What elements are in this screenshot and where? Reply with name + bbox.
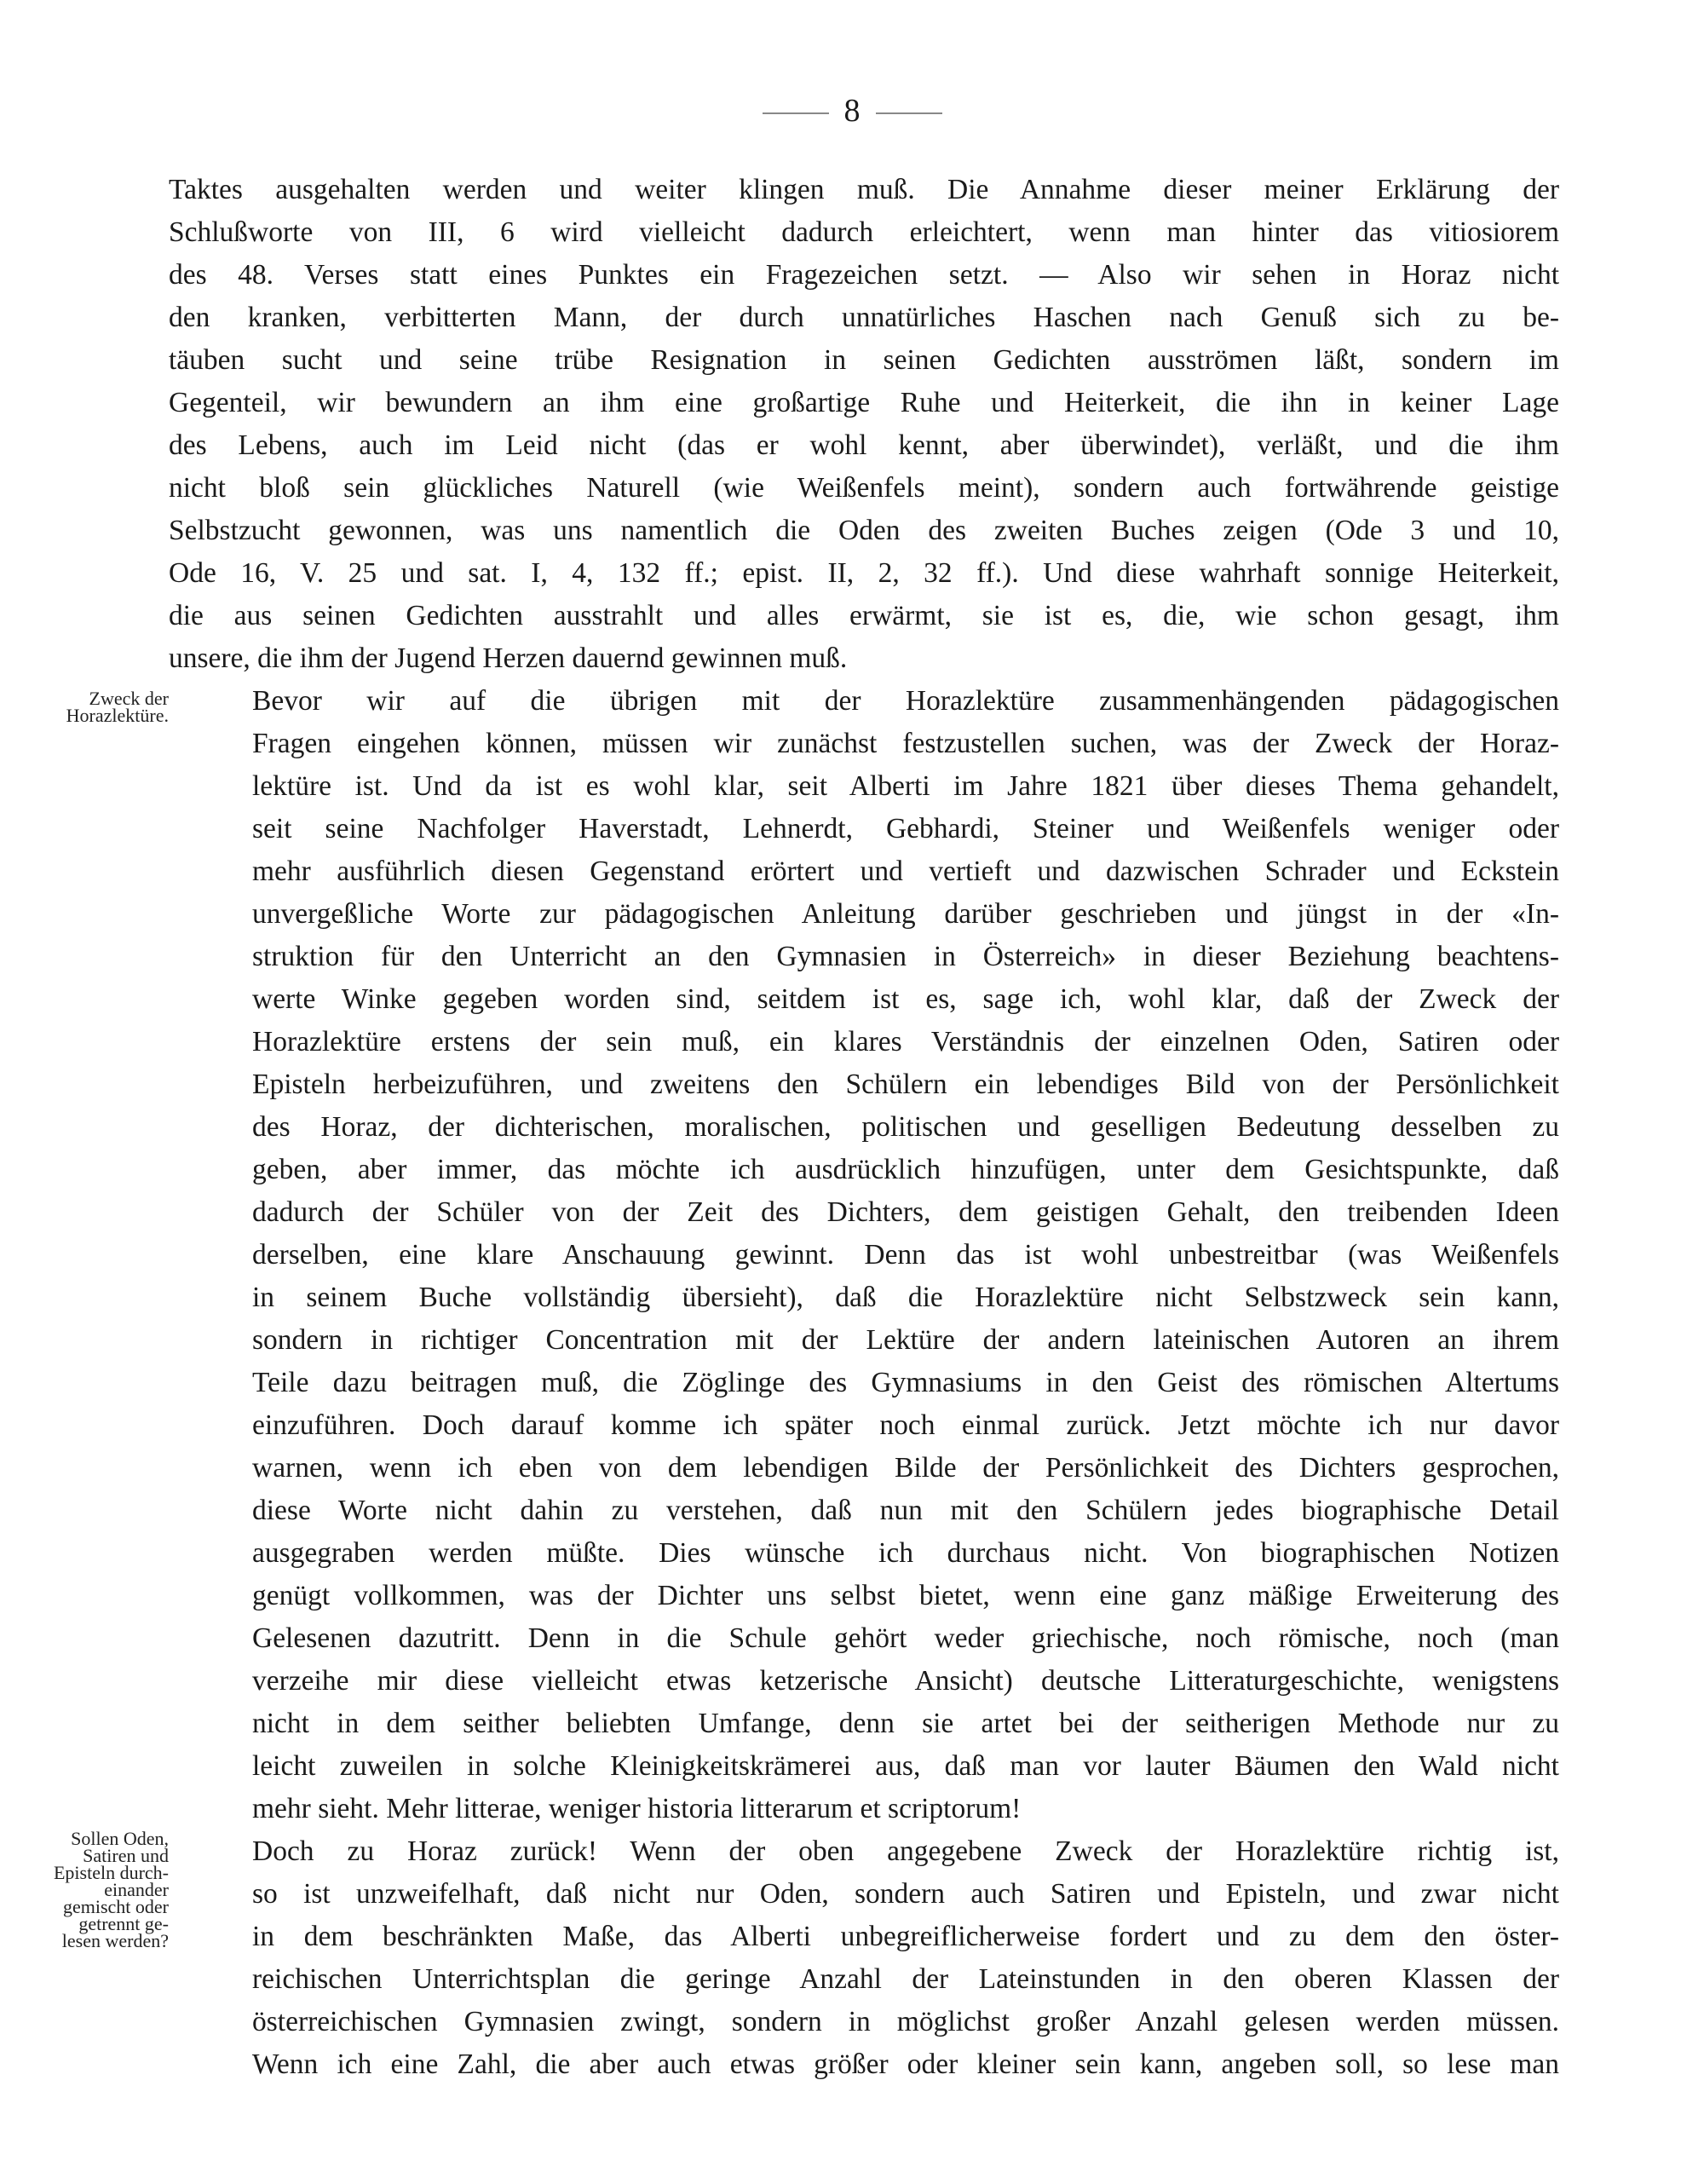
text-line: derselben, eine klare Anschauung gewinnt. Denn das ist wohl unbestreitbar (was Weißenfels xyxy=(252,1239,1559,1271)
text-line: Ode 16, V. 25 und sat. I, 4, 132 ff.; epist. II, 2, 32 ff.). Und diese wahrhaft sonnige Heiterkeit, xyxy=(169,557,1559,589)
text-line: diese Worte nicht dahin zu verstehen, daß nun mit den Schülern jedes biographische Detail xyxy=(252,1495,1559,1526)
paragraph-1 xyxy=(169,169,1559,680)
text-line: Gegenteil, wir bewundern an ihm eine großartige Ruhe und Heiterkeit, die ihn in keiner Lage xyxy=(169,387,1559,418)
text-line: Episteln herbeizuführen, und zweitens den Schülern ein lebendiges Bild von der Persönlichkeit xyxy=(252,1069,1559,1100)
text-line: die aus seinen Gedichten ausstrahlt und alles erwärmt, sie ist es, die, wie schon gesagt, ihm xyxy=(169,600,1559,631)
text-line: Gelesenen dazutritt. Denn in die Schule gehört weder griechische, noch römische, noch (man xyxy=(252,1622,1559,1654)
text-line: in dem beschränkten Maße, das Alberti unbegreiflicherweise fordert und zu dem den öster- xyxy=(252,1921,1559,1952)
text-line: reichischen Unterrichtsplan die geringe Anzahl der Lateinstunden in den oberen Klassen der xyxy=(252,1963,1559,1995)
text-line: seit seine Nachfolger Haverstadt, Lehnerdt, Gebhardi, Steiner und Weißenfels weniger oder xyxy=(252,813,1559,844)
text-line: Taktes ausgehalten werden und weiter klingen muß. Die Annahme dieser meiner Erklärung der xyxy=(169,174,1559,205)
text-line: sondern in richtiger Concentration mit der Lektüre der andern lateinischen Autoren an ihrem xyxy=(252,1324,1559,1356)
text-line: Schlußworte von III, 6 wird vielleicht dadurch erleichtert, wenn man hinter das vitiosiorem xyxy=(169,216,1559,248)
text-line: Horazlektüre erstens der sein muß, ein klares Verständnis der einzelnen Oden, Satiren oder xyxy=(252,1026,1559,1057)
text-line: in seinem Buche vollständig übersieht), daß die Horazlektüre nicht Selbstzweck sein kann, xyxy=(252,1282,1559,1313)
margin-note-line: Episteln durch- xyxy=(53,1862,169,1883)
text-line: struktion für den Unterricht an den Gymnasien in Österreich» in dieser Beziehung beachtens- xyxy=(252,941,1559,972)
text-line: des 48. Verses statt eines Punktes ein Fragezeichen setzt. — Also wir sehen in Horaz nicht xyxy=(169,259,1559,291)
text-line: des Horaz, der dichterischen, moralischen, politischen und geselligen Bedeutung desselben zu xyxy=(252,1111,1559,1143)
text-line: Doch zu Horaz zurück! Wenn der oben angegebene Zweck der Horazlektüre richtig ist, xyxy=(252,1835,1559,1867)
text-line: unsere, die ihm der Jugend Herzen dauernd gewinnen muß. xyxy=(169,643,848,674)
page-header xyxy=(0,85,1704,136)
text-line: Bevor wir auf die übrigen mit der Horazlektüre zusammenhängenden pädagogischen xyxy=(252,685,1559,717)
paragraph-3 xyxy=(169,1830,1559,2086)
paragraph-2 xyxy=(169,680,1559,1830)
header-rule-right xyxy=(876,112,942,114)
text-line: Selbstzucht gewonnen, was uns namentlich die Oden des zweiten Buches zeigen (Ode 3 und 10, xyxy=(169,515,1559,546)
margin-note-line: Zweck der xyxy=(89,688,169,709)
margin-note-line: lesen werden? xyxy=(61,1930,169,1951)
text-line: täuben sucht und seine trübe Resignation in seinen Gedichten ausströmen läßt, sondern im xyxy=(169,344,1559,376)
text-line: verzeihe mir diese vielleicht etwas ketzerische Ansicht) deutsche Litteraturgeschichte, wenigstens xyxy=(252,1665,1559,1697)
header-rule-left xyxy=(763,112,829,114)
text-line: geben, aber immer, das möchte ich ausdrücklich hinzufügen, unter dem Gesichtspunkte, daß xyxy=(252,1154,1559,1185)
margin-note-sollen xyxy=(7,1830,169,1950)
margin-note-zweck xyxy=(7,690,169,724)
text-line: lektüre ist. Und da ist es wohl klar, seit Alberti im Jahre 1821 über dieses Thema gehandelt, xyxy=(252,770,1559,802)
text-line: den kranken, verbitterten Mann, der durch unnatürliches Haschen nach Genuß sich zu be- xyxy=(169,302,1559,333)
text-line: österreichischen Gymnasien zwingt, sondern in möglichst großer Anzahl gelesen werden müssen. xyxy=(252,2006,1559,2037)
text-line: ausgegraben werden müßte. Dies wünsche ich durchaus nicht. Von biographischen Notizen xyxy=(252,1537,1559,1569)
text-line: Wenn ich eine Zahl, die aber auch etwas größer oder kleiner sein kann, angeben soll, so lese man xyxy=(252,2049,1559,2080)
text-line: einzuführen. Doch darauf komme ich später noch einmal zurück. Jetzt möchte ich nur davor xyxy=(252,1409,1559,1441)
body-text xyxy=(169,169,1559,2086)
margin-note-line: Sollen Oden, xyxy=(71,1828,169,1849)
text-line: werte Winke gegeben worden sind, seitdem ist es, sage ich, wohl klar, daß der Zweck der xyxy=(252,983,1559,1015)
text-line: Teile dazu beitragen muß, die Zöglinge des Gymnasiums in den Geist des römischen Altertums xyxy=(252,1367,1559,1398)
text-line: mehr ausführlich diesen Gegenstand erörtert und vertieft und dazwischen Schrader und Eckstein xyxy=(252,856,1559,887)
margin-note-line: gemischt oder xyxy=(62,1896,169,1917)
margin-note-line: Satiren und xyxy=(83,1845,169,1866)
text-line: warnen, wenn ich eben von dem lebendigen Bilde der Persönlichkeit des Dichters gesprochen, xyxy=(252,1452,1559,1484)
text-line: genügt vollkommen, was der Dichter uns selbst bietet, wenn eine ganz mäßige Erweiterung des xyxy=(252,1580,1559,1611)
text-line: dadurch der Schüler von der Zeit des Dichters, dem geistigen Gehalt, den treibenden Ideen xyxy=(252,1196,1559,1228)
margin-note-line: getrennt ge- xyxy=(78,1913,169,1934)
text-line: unvergeßliche Worte zur pädagogischen Anleitung darüber geschrieben und jüngst in der «In- xyxy=(252,898,1559,930)
text-line: des Lebens, auch im Leid nicht (das er wohl kennt, aber überwindet), verläßt, und die ihm xyxy=(169,429,1559,461)
text-line: Fragen eingehen können, müssen wir zunächst festzustellen suchen, was der Zweck der Horaz- xyxy=(252,728,1559,759)
text-line: nicht bloß sein glückliches Naturell (wie Weißenfels meint), sondern auch fortwährende geistige xyxy=(169,472,1559,504)
text-line: mehr sieht. Mehr litterae, weniger historia litterarum et scriptorum! xyxy=(252,1793,1022,1824)
text-line: so ist unzweifelhaft, daß nicht nur Oden, sondern auch Satiren und Episteln, und zwar nicht xyxy=(252,1878,1559,1910)
page-number: 8 xyxy=(843,93,861,129)
margin-note-line: einander xyxy=(104,1879,169,1900)
margin-note-line: Horazlektüre. xyxy=(66,705,169,726)
text-line: nicht in dem seither beliebten Umfange, denn sie artet bei der seitherigen Methode nur zu xyxy=(252,1708,1559,1739)
text-line: leicht zuweilen in solche Kleinigkeitskrämerei aus, daß man vor lauter Bäumen den Wald nicht xyxy=(252,1750,1559,1782)
